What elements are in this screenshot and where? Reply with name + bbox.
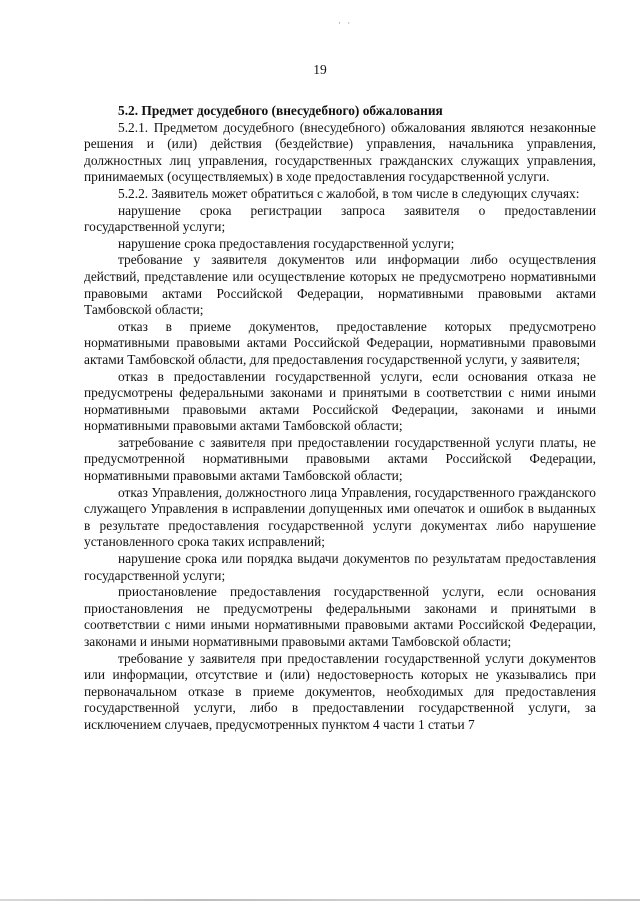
list-item: нарушение срока регистрации запроса заявителя о предоставлении государственной услуги; — [84, 202, 596, 235]
scan-artifact: · · — [338, 18, 353, 28]
list-item: отказ в предоставлении государственной услуги, если основания отказа не предусмотрены федеральными законами и принятыми в соответствии с ними иными нормативными правовыми актами Российской Федерации, законами и иными нормативными правовыми актами Тамбовской области; — [84, 368, 596, 434]
list-item: требование у заявителя документов или информации либо осуществления действий, представление или осуществление которых не предусмотрено нормативными правовыми актами Российской Федерации, нормативными правовыми актами Тамбовской области; — [84, 252, 596, 318]
paragraph-5-2-2: 5.2.2. Заявитель может обратиться с жалобой, в том числе в следующих случаях: — [118, 185, 580, 201]
list-item: требование у заявителя при предоставлении государственной услуги документов или информации, отсутствие и (или) недостоверность которых не указывались при первоначальном отказе в приеме документов, необходимых для предоставления государственной услуги, либо в предоставлении государственной услуги, за исключением случаев, предусмотренных пунктом 4 части 1 статьи 7 — [84, 650, 596, 732]
paragraph-5-2-1: 5.2.1. Предметом досудебного (внесудебного) обжалования являются незаконные решения и (или) действия (бездействие) управления, начальника управления, должностных лиц управления, государственных гражданских служащих управления, принимаемых (осуществляемых) в ходе предоставления государственной услуги. — [84, 119, 596, 185]
list-item: приостановление предоставления государственной услуги, если основания приостановления не предусмотрены федеральными законами и принятыми в соответствии с ними иными нормативными правовыми актами Российской Федерации, законами и иными нормативными правовыми актами Тамбовской области; — [84, 584, 596, 649]
section-heading: 5.2. Предмет досудебного (внесудебного) обжалования — [118, 103, 443, 118]
page-number: 19 — [313, 62, 327, 77]
list-item: отказ Управления, должностного лица Управления, государственного гражданского служащего Управления в исправлении допущенных ими опечаток и ошибок в выданных в результате предоставления государственной услуги документах либо нарушение установленного срока таких исправлений; — [84, 484, 596, 550]
scan-edge-line — [0, 899, 640, 901]
list-item: нарушение срока или порядка выдачи документов по результатам предоставления государственной услуги; — [84, 551, 596, 583]
list-item: затребование с заявителя при предоставлении государственной услуги платы, не предусмотренной нормативными правовыми актами Российской Федерации, нормативными правовыми актами Тамбовской области; — [84, 434, 596, 484]
list-item: нарушение срока предоставления государственной услуги; — [118, 235, 455, 251]
list-item: отказ в приеме документов, предоставление которых предусмотрено нормативными правовыми актами Российской Федерации, нормативными правовыми актами Тамбовской области, для предоставления государственной услуги, у заявителя; — [84, 318, 596, 367]
document-body — [84, 103, 596, 734]
